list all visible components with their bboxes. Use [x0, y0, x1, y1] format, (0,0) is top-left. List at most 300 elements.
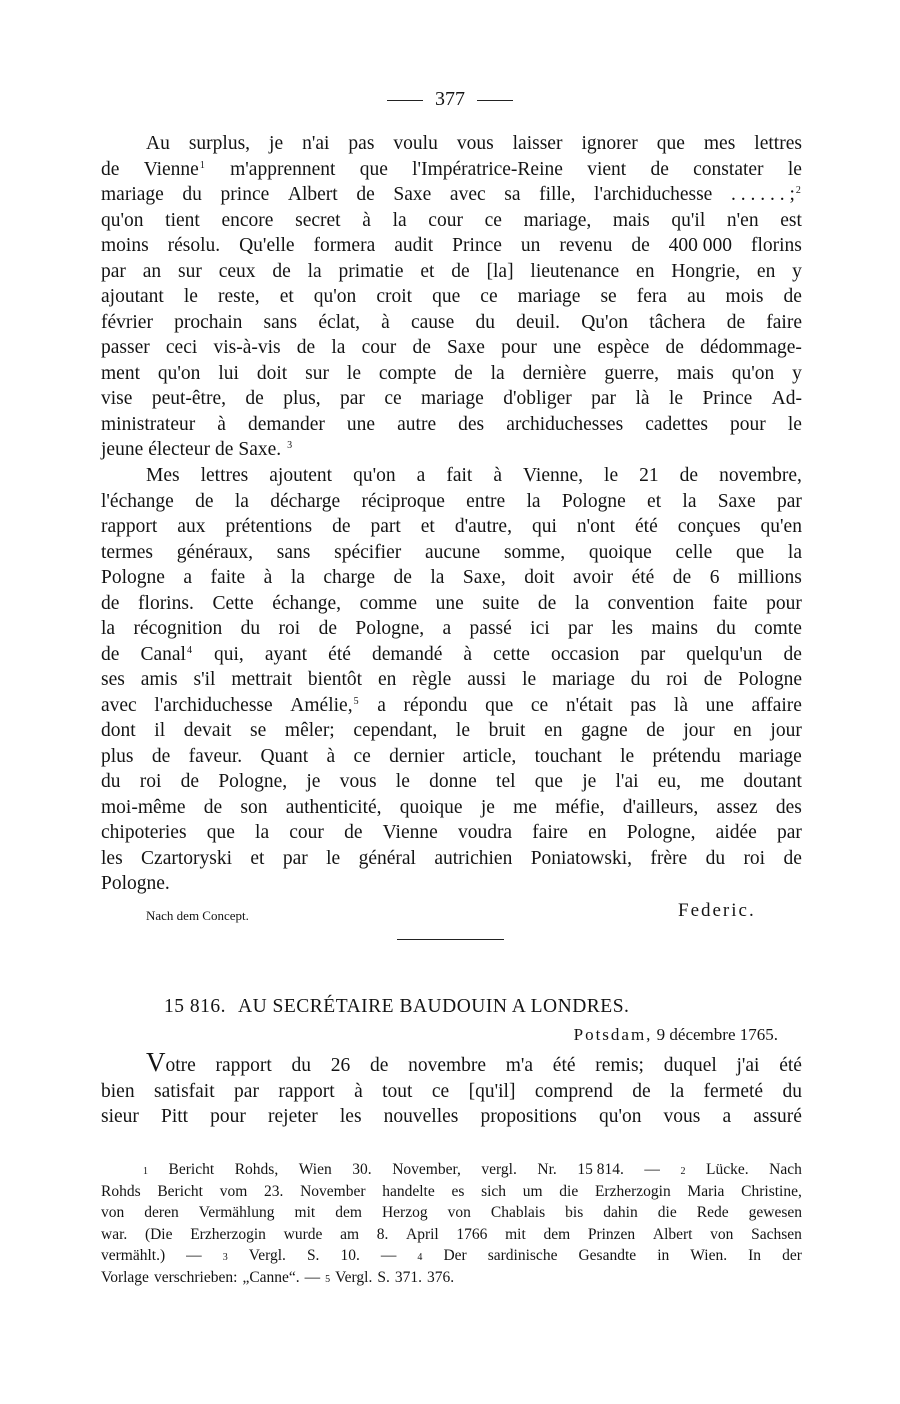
word: du [240, 618, 261, 639]
word: de [369, 1055, 389, 1076]
word: 2 [680, 1166, 686, 1177]
word: April [406, 1225, 439, 1243]
word: tâchera [649, 311, 706, 333]
text-line [101, 491, 802, 517]
word: Gesandte [578, 1247, 637, 1264]
word: qu'on [353, 465, 396, 486]
word: remis; [595, 1055, 644, 1076]
word: cadettes [645, 413, 708, 435]
word: de [665, 337, 684, 358]
word: le [620, 745, 635, 767]
word: m'a [505, 1055, 534, 1076]
word: war. [101, 1225, 128, 1243]
word: qu'on [157, 362, 201, 384]
word: mais [612, 209, 650, 231]
text-line [101, 414, 802, 440]
word: [qu'il] [468, 1080, 516, 1102]
word: a [442, 618, 452, 639]
word: éclat, [318, 311, 360, 333]
word: faite [712, 592, 748, 614]
word: von [447, 1204, 471, 1221]
word: a [377, 694, 386, 716]
word: ce [353, 745, 371, 767]
word: les [101, 847, 123, 869]
word: d'ailleurs, [622, 796, 699, 818]
word: aussi [467, 669, 507, 690]
word: l'Impératrice-Reine [412, 158, 563, 180]
word: sur [178, 260, 202, 282]
word: la [392, 209, 407, 231]
word: du [291, 1055, 312, 1076]
word: été [552, 1055, 576, 1076]
word: Pologne, [355, 618, 425, 639]
text-line [101, 337, 802, 363]
word: de [393, 567, 412, 588]
word: Saxe [393, 184, 432, 205]
word: ajoutant [101, 286, 164, 307]
word: du [705, 847, 726, 869]
word: de [537, 592, 557, 614]
word: de [679, 465, 699, 486]
word: touchant [534, 745, 602, 767]
word: la [430, 567, 445, 588]
word: de [672, 567, 692, 588]
word: am [340, 1225, 359, 1243]
word: „Canne“. [242, 1268, 300, 1286]
word: S. [377, 1268, 390, 1286]
word: y [792, 260, 802, 282]
word: en [544, 720, 563, 741]
word: In [748, 1247, 762, 1264]
source-note: Nach dem Concept. [146, 908, 249, 923]
word: de [332, 516, 351, 537]
word: à [217, 413, 226, 435]
word: rapport [215, 1055, 272, 1076]
word: tient [165, 209, 200, 231]
word: lieutenance [530, 260, 620, 282]
word: du [716, 618, 736, 639]
word: à [381, 311, 390, 333]
word: Amélie, [290, 694, 353, 716]
word: en [377, 669, 397, 690]
word: ce [530, 694, 549, 716]
word: son [240, 796, 268, 818]
word: de [454, 362, 473, 384]
word: un [520, 235, 541, 256]
word: bis [565, 1204, 584, 1221]
word: archiduchesses [506, 413, 624, 435]
word: Rede [696, 1204, 729, 1221]
word: die [559, 1182, 579, 1200]
word: cette [493, 643, 530, 665]
word: sans [263, 311, 298, 333]
word: du [101, 771, 121, 792]
word: donne [429, 771, 477, 792]
word: le [455, 720, 470, 741]
word: wurde [283, 1225, 323, 1243]
word: 1766 [456, 1225, 488, 1243]
word: à [354, 1080, 363, 1102]
text-line [101, 363, 802, 389]
word: sur [305, 362, 329, 384]
word: répondu [403, 694, 468, 716]
word: mariage [517, 286, 581, 307]
text-line [101, 669, 802, 695]
word: je [306, 771, 321, 792]
word: es [451, 1182, 465, 1200]
text-line [101, 695, 802, 721]
word: roi [743, 847, 766, 869]
word: méfie, [555, 796, 605, 818]
word: Poniatowski, [530, 847, 633, 869]
word: de [214, 439, 234, 460]
word: primatie [338, 260, 404, 282]
text-line [101, 388, 802, 414]
word: vous [456, 133, 494, 154]
word: une [346, 413, 376, 435]
word: occasion [551, 643, 620, 665]
word: de [726, 311, 746, 333]
word: mes [703, 133, 736, 154]
word: formera [313, 235, 376, 256]
word: part [370, 516, 401, 537]
word: de [318, 618, 337, 639]
word: ministrateur [101, 413, 196, 435]
word: quoique [399, 796, 463, 818]
word: Saxe. [238, 439, 282, 460]
word: Bericht [157, 1182, 203, 1200]
word: (Die [144, 1225, 173, 1243]
footnote-marker: 1 [199, 159, 205, 171]
word: Pologne, [626, 822, 696, 843]
word: Vergl. [248, 1247, 286, 1264]
word: surplus, [188, 133, 251, 154]
word: en [636, 260, 655, 282]
word: échange, [272, 592, 341, 614]
word: mariage [421, 388, 484, 409]
text-line [101, 873, 802, 899]
word: de [451, 260, 470, 282]
text-line [101, 1161, 802, 1183]
word: constater [693, 158, 764, 180]
word: Vergl. [335, 1268, 373, 1286]
word: convention [607, 592, 695, 614]
word: a [183, 567, 193, 588]
text-line [101, 822, 802, 848]
word: j'ai [736, 1055, 760, 1076]
word: de [703, 669, 723, 690]
word: qu'on [313, 286, 357, 307]
word: doit [524, 567, 555, 588]
word: Canal [140, 643, 186, 665]
word: lettres [200, 465, 249, 486]
word: mariage [552, 669, 615, 690]
word: ayant [264, 643, 308, 665]
word: . . . . . . ; [730, 184, 795, 205]
word: par [640, 643, 666, 665]
word: ce [484, 209, 502, 231]
letter-heading [164, 996, 629, 1018]
word: Prince [452, 235, 502, 256]
word: qu'on [101, 209, 144, 231]
word: la [670, 1080, 685, 1102]
word: que [656, 133, 685, 154]
word: ce [384, 388, 402, 409]
word: qu'on [598, 1106, 642, 1127]
word: dernière [522, 362, 587, 384]
word: de [356, 184, 375, 205]
word: Rohds [101, 1182, 141, 1200]
word: cour [428, 209, 463, 231]
word: 30. [352, 1161, 372, 1178]
word: doutant [743, 771, 802, 792]
date-place: Potsdam, [573, 1025, 653, 1044]
word: prince [220, 184, 270, 205]
word: le [326, 847, 341, 869]
word: par [776, 822, 802, 843]
word: mariage, [523, 209, 592, 231]
word: assuré [753, 1106, 802, 1127]
page-number-header [0, 88, 900, 111]
word: sans [276, 541, 311, 563]
word: la [255, 822, 270, 843]
word: somme, [503, 541, 566, 563]
word: Saxe, [462, 567, 506, 588]
word [238, 439, 293, 461]
word: la [101, 618, 116, 639]
word: par [282, 847, 308, 869]
footnote-marker: 4 [186, 644, 192, 656]
word: de [203, 796, 223, 818]
word: de [101, 592, 120, 614]
word: le [522, 669, 537, 690]
word: qu'il [671, 209, 706, 231]
word: gagne [581, 720, 628, 741]
word: décharge [270, 490, 341, 512]
word: croit [376, 286, 413, 307]
word: Bericht [168, 1161, 215, 1178]
text-line [101, 848, 802, 874]
word: à [463, 643, 473, 665]
word: moins [101, 235, 149, 256]
word: mettrait [231, 669, 292, 690]
word: Ad- [771, 388, 802, 409]
word: vient [587, 158, 627, 180]
word: avec [449, 184, 486, 205]
word: deuil. [516, 311, 561, 333]
word: prochain [174, 311, 243, 333]
word: qui [531, 516, 557, 537]
word: novembre [408, 1055, 487, 1076]
word: faite [210, 567, 246, 588]
word: là [673, 694, 688, 716]
word: Vorlage [101, 1268, 149, 1286]
text-line [101, 235, 802, 261]
word: von [101, 1204, 125, 1221]
word: vous [339, 771, 377, 792]
text-line [101, 286, 802, 312]
text-line [101, 797, 802, 823]
word: fait [446, 465, 473, 486]
word: jeune [101, 439, 144, 460]
word: une [553, 337, 582, 358]
word: Pologne [101, 567, 165, 588]
word: par [777, 490, 802, 512]
word: de [195, 490, 214, 512]
word: Nach [769, 1161, 802, 1178]
word: quelqu'un [686, 643, 763, 665]
word: mit [505, 1225, 526, 1243]
word: Vienne [143, 158, 199, 180]
word: y [792, 362, 802, 384]
word: ici [530, 618, 550, 639]
word: pas [348, 133, 375, 154]
word: des [775, 796, 802, 818]
word: 376. [426, 1268, 455, 1286]
word: été [631, 567, 655, 588]
drop-cap: V [146, 1047, 166, 1077]
word: le [668, 388, 684, 409]
word: an [142, 260, 162, 282]
word: des [458, 413, 485, 435]
word: verschrieben: [153, 1268, 238, 1286]
word: sich [481, 1182, 507, 1200]
word: la [331, 337, 346, 358]
word: faire [532, 822, 568, 843]
word: November, [392, 1161, 461, 1178]
word: de [101, 643, 120, 665]
word: le [787, 158, 802, 180]
word: tout [382, 1080, 413, 1102]
word: le [183, 286, 198, 307]
word: pour [501, 337, 537, 358]
word: la [682, 490, 697, 512]
word: été [779, 1055, 802, 1076]
word: mariage [739, 745, 802, 767]
word: à [326, 745, 336, 767]
word: ce [431, 1080, 450, 1102]
word: n'ai [302, 133, 330, 154]
word: de [101, 158, 120, 180]
word: encore [221, 209, 274, 231]
word: bien [101, 1080, 135, 1102]
word: a [416, 465, 426, 486]
word: — [304, 1268, 321, 1286]
text-line [101, 771, 802, 797]
word: voudra [457, 822, 513, 843]
word: tel [496, 771, 516, 792]
word: vis-à-vis [213, 337, 281, 358]
word: été [328, 643, 351, 665]
word: secret [295, 209, 341, 231]
text-line [101, 1269, 802, 1291]
word: der [782, 1247, 802, 1264]
word: une [705, 694, 734, 716]
word: roi [278, 618, 301, 639]
word: aux [177, 516, 206, 537]
text-line [101, 261, 802, 287]
word: se [600, 286, 617, 307]
word: en [756, 260, 776, 282]
word: celle [675, 541, 713, 563]
word: comme [359, 592, 418, 614]
word: réciproque [361, 490, 445, 512]
word: voulu [393, 133, 438, 154]
word: à [493, 465, 502, 486]
word: de [151, 745, 171, 767]
word: Herzog [381, 1204, 428, 1221]
word: Albert [652, 1225, 693, 1243]
word: pour [210, 1106, 246, 1127]
word: Saxe [447, 337, 485, 358]
word: Vienne [382, 822, 438, 843]
word: 21 [639, 465, 659, 486]
word: doit [256, 362, 288, 384]
word: est [780, 209, 802, 231]
word: et [647, 490, 662, 512]
word: dem [335, 1204, 362, 1221]
word: et [420, 260, 435, 282]
text-line [101, 439, 802, 465]
word: électeur [148, 439, 210, 460]
word: nouvelles [383, 1106, 459, 1127]
word: vous [663, 1106, 701, 1127]
word: en [733, 720, 752, 741]
word: pas [630, 694, 657, 716]
word: le [346, 362, 361, 384]
word: demandé [371, 643, 443, 665]
word: cour [289, 822, 324, 843]
word: propositions [480, 1106, 577, 1127]
word: 4 [417, 1252, 423, 1263]
word: la [490, 362, 505, 384]
word: bruit [488, 720, 526, 741]
word: roi [666, 669, 688, 690]
word: cour [361, 337, 397, 358]
word [140, 644, 192, 666]
word: les [611, 618, 633, 639]
word: 23. [263, 1182, 284, 1200]
word: lettres [754, 133, 802, 154]
word: Lücke. [705, 1161, 749, 1178]
word: 3 [222, 1252, 228, 1263]
word: 8. [376, 1225, 389, 1243]
word: Maria [687, 1182, 725, 1200]
word [146, 1047, 196, 1077]
word: de [646, 720, 665, 741]
word: dernier [389, 745, 445, 767]
word: à [362, 209, 371, 231]
text-line [101, 210, 802, 236]
header-dash-left [387, 100, 423, 101]
signature: Federic. [678, 900, 756, 921]
word: de [783, 643, 802, 665]
word: pour [766, 592, 802, 614]
text-line [101, 1047, 802, 1081]
word: la [574, 592, 589, 614]
word: um [522, 1182, 543, 1200]
word: article, [462, 745, 517, 767]
letter-dateline [574, 1025, 778, 1045]
word: chipoteries [101, 822, 187, 843]
word: devait [183, 720, 232, 741]
paragraph-1 [101, 133, 802, 465]
word: de [783, 286, 802, 307]
word: in [657, 1247, 670, 1264]
text-line [101, 644, 802, 670]
word: Wien. [690, 1247, 728, 1264]
word: la [234, 490, 249, 512]
